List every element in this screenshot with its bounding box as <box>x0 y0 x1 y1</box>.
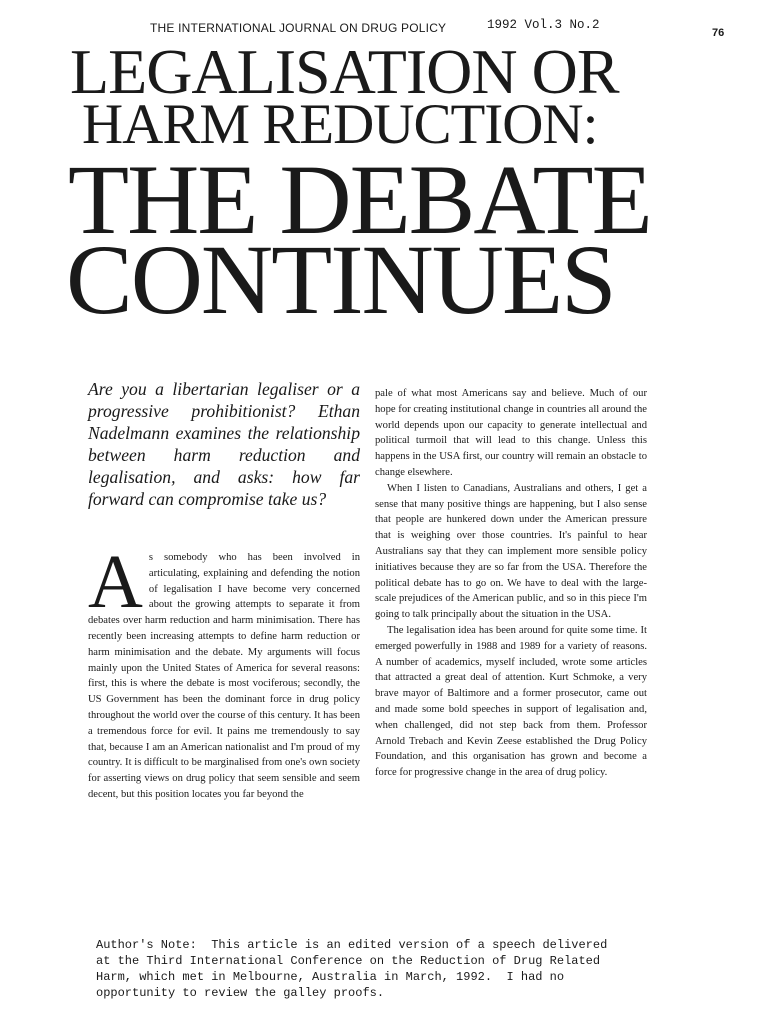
title-line-4: CONTINUES <box>66 224 615 335</box>
authors-note: Author's Note: This article is an edited version of a speech delivered at the Third International Conference on the Reduction of Drug Related Harm, which met in Melbourne, Australia in March, 1992. I had no opportunity to review the galley proofs. <box>96 938 608 1000</box>
title-line-1: LEGALISATION OR <box>70 36 619 107</box>
standfirst: Are you a libertarian legaliser or a progressive prohibitionist? Ethan Nadelmann examines the relationship between harm reduction and legalisation, and asks: how far forward can compromise take us? <box>88 379 360 509</box>
issue-info: 1992 Vol.3 No.2 <box>487 18 600 32</box>
opening-paragraph <box>88 540 360 803</box>
journal-name: THE INTERNATIONAL JOURNAL ON DRUG POLICY <box>150 21 447 35</box>
article-column-left <box>88 540 360 803</box>
paragraph-3: The legalisation idea has been around for quite some time. It emerged powerfully in 1988 and 1989 for a variety of reasons. A number of academics, myself included, wrote some articles that attracted a great deal of attention. Kurt Schmoke, a very brave mayor of Baltimore and a former prosecutor, came out and made some bold speeches in support of legalisation and, when challenged, did not step back from them. Professor Arnold Trebach and Kevin Zeese established the Drug Policy Foundation, and this organisation has grown and become a force for progressive change in the area of drug policy. <box>375 624 647 779</box>
title-line-3: THE DEBATE <box>68 144 651 255</box>
article-column-right <box>375 386 647 781</box>
opening-paragraph-text: s somebody who has been involved in articulating, explaining and defending the notion of legalisation I have become very concerned about the growing attempts to separate it from debates over harm reduction and harm minimisation. There has recently been increasing attempts to define harm reduction or harm minimisation and the debate. My arguments will focus mainly upon the United States of America for several reasons: first, this is where the debate is most vociferous; secondly, the US Government has been the dominant force in drug policy throughout the world over the course of this century. It has been a tremendous force for evil. It pains me tremendously to say that, because I am an American nationalist and I'm proud of my country. It is difficult to be marginalised from one's own society for asserting views on drug policy that seem sensible and seem decent, but this position locates you far beyond the <box>88 552 360 800</box>
title-line-2: HARM REDUCTION: <box>82 93 598 156</box>
paragraph-1: pale of what most Americans say and believe. Much of our hope for creating institutional change in countries all around the world depends upon our capacity to generate intellectual and political turmoil that will lead to this change. Unless this happens in the USA first, our country will remain an obstacle to change elsewhere. <box>375 388 647 478</box>
drop-cap: A <box>88 540 143 624</box>
paragraph-2: When I listen to Canadians, Australians and others, I get a sense that many positive things are happening, but I also sense that people are hunkered down under the American pressure that is weighing over those countries. It's painful to hear Australians say that they can implement more sensible policy initiatives because they are so far from the USA. Therefore the political debate has to go on. We have to deal with the large-scale prejudices of the American public, and so in this piece I'm going to talk principally about the situation in the USA. <box>375 482 647 621</box>
page-number: 76 <box>712 27 725 39</box>
